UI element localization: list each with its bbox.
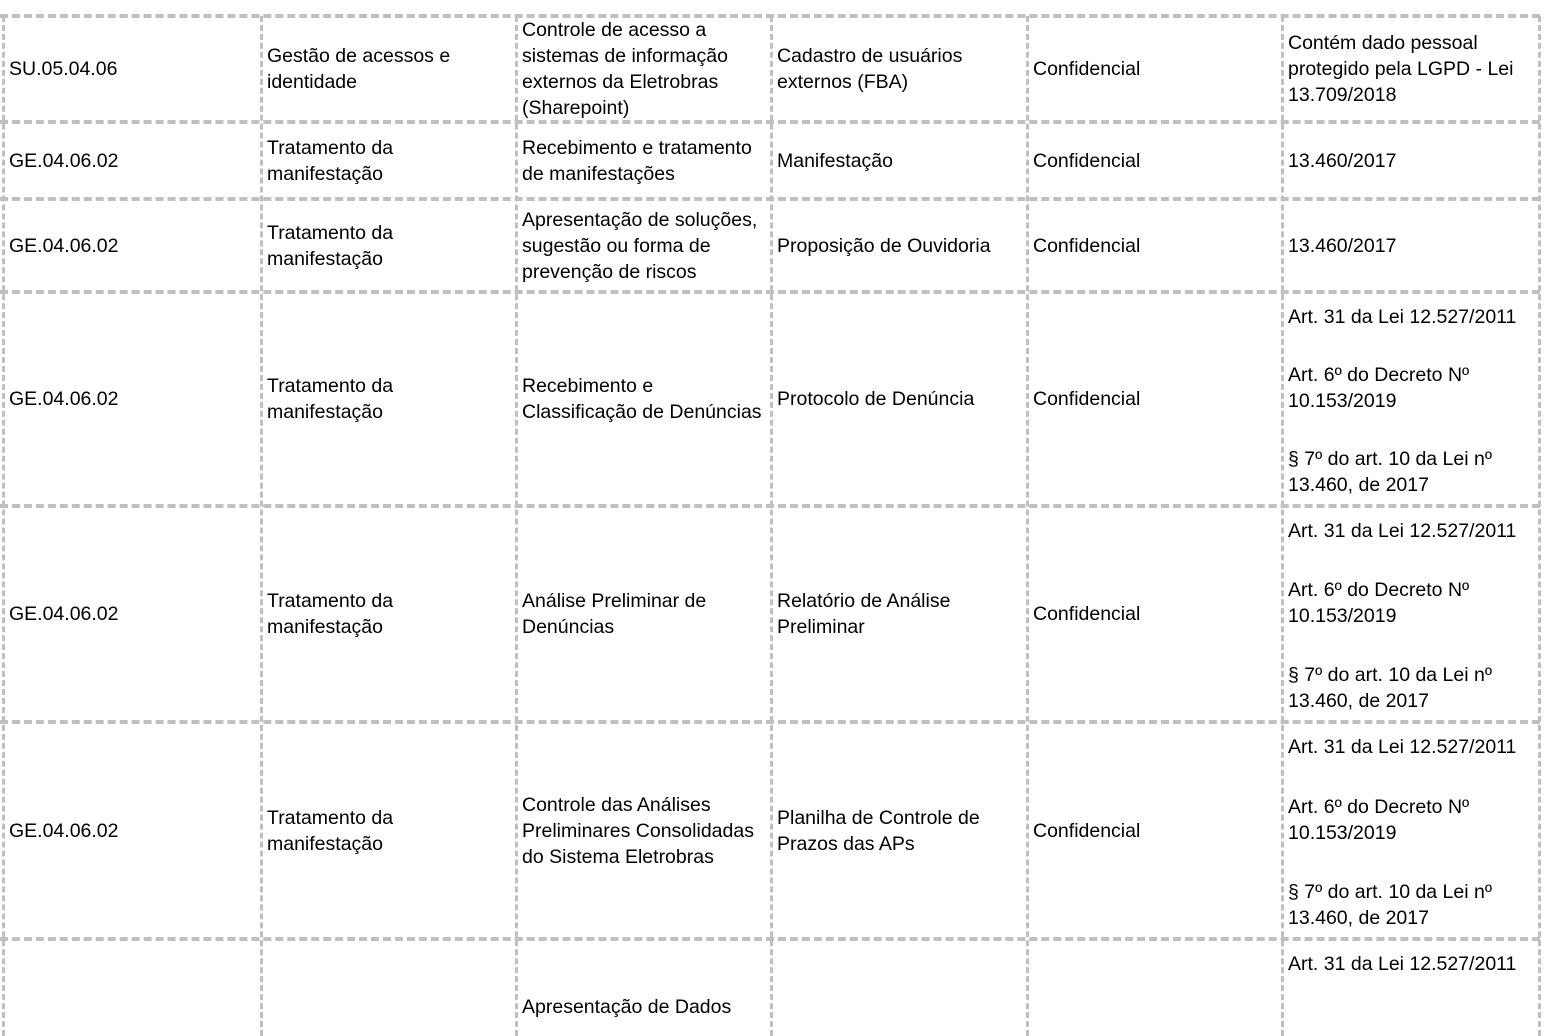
cell-text: Confidencial [1033, 234, 1141, 257]
legal-basis-item: § 7º do art. 10 da Lei nº 13.460, de 2017 [1288, 448, 1492, 496]
cell-atividade [267, 722, 510, 939]
cell-code [9, 722, 255, 939]
cell-text: Tratamento da manifestação [267, 221, 394, 270]
legal-basis-item: Art. 31 da Lei 12.527/2011 [1288, 953, 1517, 975]
cell-documento [777, 722, 1021, 939]
cell-text: Controle das Análises Preliminares Consolidadas do Sistema Eletrobras [522, 793, 754, 868]
cell-atividade [267, 16, 510, 122]
cell-classificacao [1033, 199, 1276, 292]
column-divider [770, 16, 773, 1036]
cell-fundamento [1288, 122, 1533, 199]
cell-text: Recebimento e tratamento de manifestações [522, 136, 752, 185]
cell-text: Planilha de Controle de Prazos das APs [777, 806, 980, 855]
legal-basis-item: Art. 31 da Lei 12.527/2011 [1288, 520, 1517, 542]
cell-documento [777, 994, 1021, 1036]
legal-basis-item: Art. 6º do Decreto Nº 10.153/2019 [1288, 579, 1470, 627]
cell-classificacao [1033, 722, 1276, 939]
legal-basis-item: 13.460/2017 [1288, 234, 1397, 257]
cell-processo [522, 994, 765, 1036]
cell-text: Manifestação [777, 149, 893, 172]
legal-basis-item: 13.460/2017 [1288, 149, 1397, 172]
column-divider [2, 16, 5, 1036]
cell-text: Relatório de Análise Preliminar [777, 590, 951, 638]
cell-processo [522, 199, 765, 292]
cell-text: GE.04.06.02 [9, 819, 119, 842]
column-divider [515, 16, 518, 1036]
cell-text: Análise Preliminar de Denúncias [522, 590, 707, 638]
cell-atividade [267, 292, 510, 506]
cell-processo [522, 722, 765, 939]
cell-documento [777, 16, 1021, 122]
cell-atividade [267, 199, 510, 292]
cell-atividade [267, 506, 510, 722]
cell-code [9, 292, 255, 506]
cell-classificacao [1033, 16, 1276, 122]
cell-text: Tratamento da manifestação [267, 375, 394, 423]
cell-code [9, 16, 255, 122]
cell-text: Cadastro de usuários externos (FBA) [777, 45, 963, 93]
cell-text: Recebimento e Classificação de Denúncias [522, 375, 762, 423]
legal-basis-item: Art. 31 da Lei 12.527/2011 [1288, 306, 1517, 328]
cell-text: GE.04.06.02 [9, 603, 119, 625]
legal-basis-item: Contém dado pessoal protegido pela LGPD - Lei 13.709/2018 [1288, 32, 1514, 106]
legal-basis-list [1288, 518, 1533, 714]
cell-processo [522, 122, 765, 199]
cell-text: Proposição de Ouvidoria [777, 234, 991, 257]
cell-classificacao [1033, 292, 1276, 506]
cell-atividade [267, 994, 510, 1036]
cell-processo [522, 16, 765, 122]
cell-text: Tratamento da manifestação [267, 590, 394, 638]
cell-text: GE.04.06.02 [9, 388, 119, 410]
legal-basis-item: § 7º do art. 10 da Lei nº 13.460, de 2017 [1288, 881, 1492, 929]
legal-basis-list [1288, 734, 1533, 931]
column-divider [1281, 16, 1284, 1036]
cell-documento [777, 122, 1021, 199]
cell-text: SU.05.04.06 [9, 58, 118, 80]
cell-text: Controle de acesso a sistemas de informação externos da Eletrobras (Sharepoint) [522, 19, 728, 119]
cell-documento [777, 199, 1021, 292]
column-divider [260, 16, 263, 1036]
legal-basis-item: Art. 31 da Lei 12.527/2011 [1288, 736, 1517, 758]
cell-text: Confidencial [1033, 149, 1141, 172]
cell-fundamento [1288, 518, 1533, 714]
cell-classificacao [1033, 994, 1276, 1036]
cell-text: Confidencial [1033, 819, 1141, 842]
legal-basis-item: § 7º do art. 10 da Lei nº 13.460, de 2017 [1288, 664, 1492, 712]
cell-processo [522, 292, 765, 506]
cell-code [9, 199, 255, 292]
legal-basis-list [1288, 304, 1533, 498]
cell-atividade [267, 122, 510, 199]
column-divider [1538, 16, 1541, 1036]
cell-fundamento [1288, 304, 1533, 498]
legal-basis-item: Art. 6º do Decreto Nº 10.153/2019 [1288, 795, 1470, 844]
cell-documento [777, 292, 1021, 506]
cell-text: Protocolo de Denúncia [777, 388, 975, 410]
column-divider [1026, 16, 1029, 1036]
cell-text: GE.04.06.02 [9, 149, 119, 172]
cell-fundamento [1288, 951, 1533, 1036]
cell-code [9, 122, 255, 199]
cell-code [9, 994, 255, 1036]
cell-text: Tratamento da manifestação [267, 136, 394, 185]
cell-text: Confidencial [1033, 58, 1141, 80]
cell-text: Tratamento da manifestação [267, 806, 394, 855]
cell-processo [522, 506, 765, 722]
cell-text: Gestão de acessos e identidade [267, 45, 451, 93]
cell-documento [777, 506, 1021, 722]
cell-classificacao [1033, 506, 1276, 722]
cell-text: GE.04.06.02 [9, 234, 119, 257]
cell-classificacao [1033, 122, 1276, 199]
cell-text: Apresentação de Dados [522, 996, 732, 1018]
cell-code [9, 506, 255, 722]
cell-text: Apresentação de soluções, sugestão ou forma de prevenção de riscos [522, 208, 758, 283]
cell-fundamento [1288, 734, 1533, 931]
cell-text: Confidencial [1033, 603, 1141, 625]
cell-text: Confidencial [1033, 388, 1141, 410]
cell-fundamento [1288, 199, 1533, 292]
legal-basis-item: Art. 6º do Decreto Nº 10.153/2019 [1288, 364, 1470, 412]
cell-fundamento [1288, 16, 1533, 122]
